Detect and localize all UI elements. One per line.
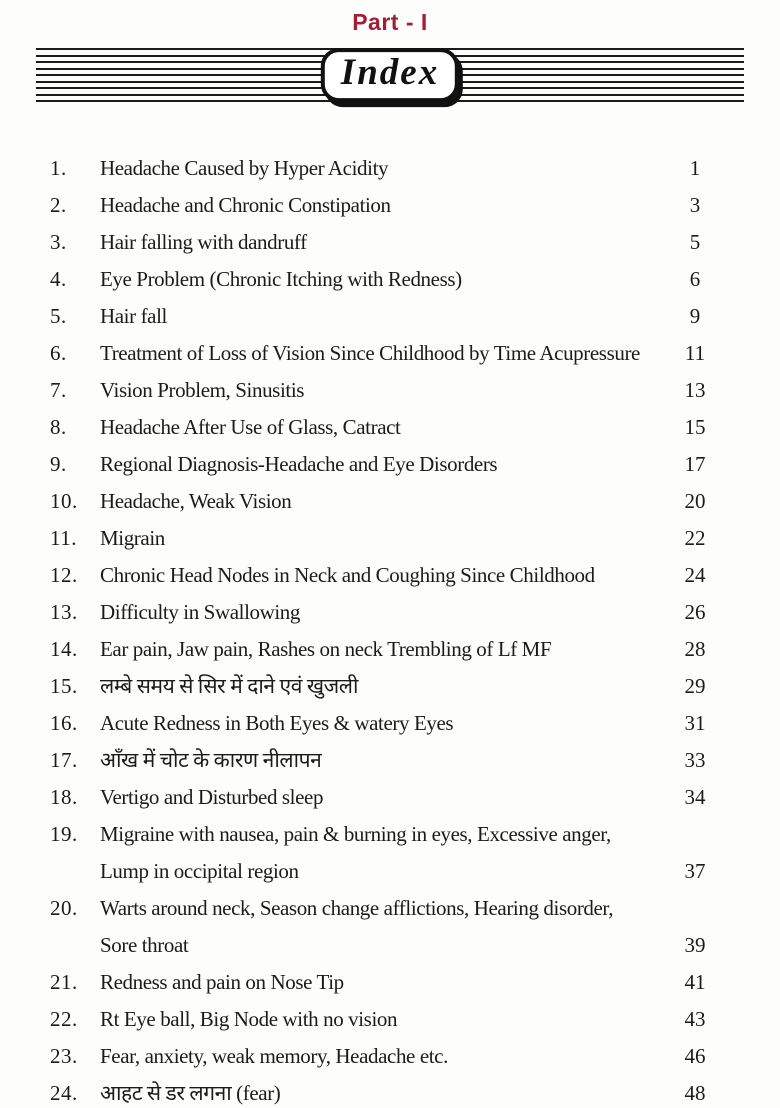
entry-number: 18. (50, 785, 78, 809)
toc-entry (50, 779, 718, 816)
entry-page: 33 (684, 748, 706, 772)
entry-page: 15 (684, 415, 706, 439)
entry-title-line: Ear pain, Jaw pain, Rashes on neck Trembling of Lf MF (100, 637, 552, 661)
entry-page: 17 (684, 452, 706, 476)
entry-page: 28 (684, 637, 706, 661)
toc-entry (50, 1075, 718, 1108)
entry-page: 41 (684, 970, 706, 994)
toc-entry (50, 446, 718, 483)
entry-number: 5. (50, 304, 67, 328)
entry-number: 19. (50, 822, 78, 846)
toc-entry (50, 261, 718, 298)
entry-page: 22 (684, 526, 706, 550)
entry-title (100, 964, 656, 1001)
entry-title-line: Hair fall (100, 304, 167, 328)
entry-number: 20. (50, 896, 78, 920)
entry-title (100, 1038, 656, 1075)
entry-page: 24 (684, 563, 706, 587)
entry-title (100, 816, 656, 890)
entry-page: 11 (684, 341, 706, 365)
entry-title-line: Migraine with nausea, pain & burning in eyes, Excessive anger, (100, 822, 611, 846)
entry-title (100, 335, 656, 372)
entry-title-line: Vision Problem, Sinusitis (100, 378, 305, 402)
entry-title-line: Regional Diagnosis-Headache and Eye Disorders (100, 452, 498, 476)
toc-entry (50, 187, 718, 224)
entry-title (100, 372, 656, 409)
toc-entry (50, 335, 718, 372)
toc-entry (50, 668, 718, 705)
entry-title-line: Treatment of Loss of Vision Since Childhood by Time Acupressure (100, 341, 640, 365)
toc-entry (50, 890, 718, 964)
toc-entry (50, 594, 718, 631)
index-header (36, 46, 744, 104)
entry-title (100, 150, 656, 187)
entry-page: 29 (684, 674, 706, 698)
entry-title-line: Sore throat (100, 933, 189, 957)
toc-entry (50, 705, 718, 742)
toc-entry (50, 964, 718, 1001)
toc-entry (50, 409, 718, 446)
entry-number: 8. (50, 415, 67, 439)
entry-title-line: Rt Eye ball, Big Node with no vision (100, 1007, 398, 1031)
toc-list (0, 150, 780, 1108)
entry-page: 48 (684, 1081, 706, 1105)
entry-title (100, 705, 656, 742)
entry-title (100, 890, 656, 964)
toc-entry (50, 483, 718, 520)
toc-entry (50, 520, 718, 557)
entry-title-line: Vertigo and Disturbed sleep (100, 785, 324, 809)
toc-entry (50, 816, 718, 890)
entry-number: 2. (50, 193, 67, 217)
entry-number: 17. (50, 748, 78, 772)
entry-title (100, 779, 656, 816)
toc-entry (50, 372, 718, 409)
entry-title-line: Acute Redness in Both Eyes & watery Eyes (100, 711, 454, 735)
entry-number: 11. (50, 526, 77, 550)
entry-title (100, 224, 656, 261)
toc-entry (50, 1001, 718, 1038)
entry-page: 34 (684, 785, 706, 809)
entry-title-line: Fear, anxiety, weak memory, Headache etc. (100, 1044, 448, 1068)
entry-number: 3. (50, 230, 67, 254)
entry-title-line: Hair falling with dandruff (100, 230, 307, 254)
entry-page: 13 (684, 378, 706, 402)
entry-title (100, 1075, 656, 1108)
entry-title-line: Headache After Use of Glass, Catract (100, 415, 401, 439)
entry-page: 37 (684, 859, 706, 883)
entry-title-line: Chronic Head Nodes in Neck and Coughing Since Childhood (100, 563, 595, 587)
entry-title-line: Difficulty in Swallowing (100, 600, 301, 624)
toc-entry (50, 224, 718, 261)
entry-number: 9. (50, 452, 67, 476)
entry-number: 14. (50, 637, 78, 661)
entry-number: 21. (50, 970, 78, 994)
entry-title (100, 1001, 656, 1038)
toc-entry (50, 742, 718, 779)
entry-number: 13. (50, 600, 78, 624)
index-title: Index (340, 52, 440, 94)
entry-title-line: Lump in occipital region (100, 859, 299, 883)
entry-title (100, 187, 656, 224)
entry-page: 9 (689, 304, 701, 328)
entry-title (100, 298, 656, 335)
toc-entry (50, 150, 718, 187)
entry-number: 10. (50, 489, 78, 513)
entry-title (100, 409, 656, 446)
entry-number: 12. (50, 563, 78, 587)
entry-page: 31 (684, 711, 706, 735)
entry-title (100, 261, 656, 298)
entry-page: 20 (684, 489, 706, 513)
entry-page: 43 (684, 1007, 706, 1031)
entry-title-line: Redness and pain on Nose Tip (100, 970, 344, 994)
entry-title (100, 594, 656, 631)
entry-page: 6 (689, 267, 701, 291)
entry-number: 24. (50, 1081, 78, 1105)
entry-page: 3 (689, 193, 701, 217)
toc-entry (50, 298, 718, 335)
toc-entry (50, 557, 718, 594)
part-title: Part - I (352, 9, 428, 35)
entry-title (100, 483, 656, 520)
entry-title-line: Headache and Chronic Constipation (100, 193, 391, 217)
entry-title (100, 557, 656, 594)
entry-number: 23. (50, 1044, 78, 1068)
entry-number: 6. (50, 341, 67, 365)
entry-title-line: लम्बे समय से सिर में दाने एवं खुजली (100, 674, 359, 698)
index-badge (321, 48, 459, 102)
entry-title-line: Warts around neck, Season change afflictions, Hearing disorder, (100, 896, 614, 920)
entry-number: 7. (50, 378, 67, 402)
toc-entry (50, 631, 718, 668)
entry-title-line: Headache, Weak Vision (100, 489, 292, 513)
entry-number: 16. (50, 711, 78, 735)
entry-number: 15. (50, 674, 78, 698)
entry-number: 22. (50, 1007, 78, 1031)
entry-title-line: Headache Caused by Hyper Acidity (100, 156, 389, 180)
entry-page: 39 (684, 933, 706, 957)
entry-title (100, 631, 656, 668)
entry-title (100, 668, 656, 705)
entry-title (100, 520, 656, 557)
entry-number: 4. (50, 267, 67, 291)
entry-title-line: Migrain (100, 526, 165, 550)
entry-number: 1. (50, 156, 67, 180)
entry-page: 5 (689, 230, 701, 254)
entry-title-line: आहट से डर लगना (fear) (100, 1081, 281, 1105)
entry-title (100, 446, 656, 483)
toc-entry (50, 1038, 718, 1075)
entry-title (100, 742, 656, 779)
entry-page: 1 (689, 156, 701, 180)
entry-page: 26 (684, 600, 706, 624)
entry-title-line: Eye Problem (Chronic Itching with Redness) (100, 267, 462, 291)
entry-title-line: आँख में चोट के कारण नीलापन (100, 748, 322, 772)
entry-page: 46 (684, 1044, 706, 1068)
